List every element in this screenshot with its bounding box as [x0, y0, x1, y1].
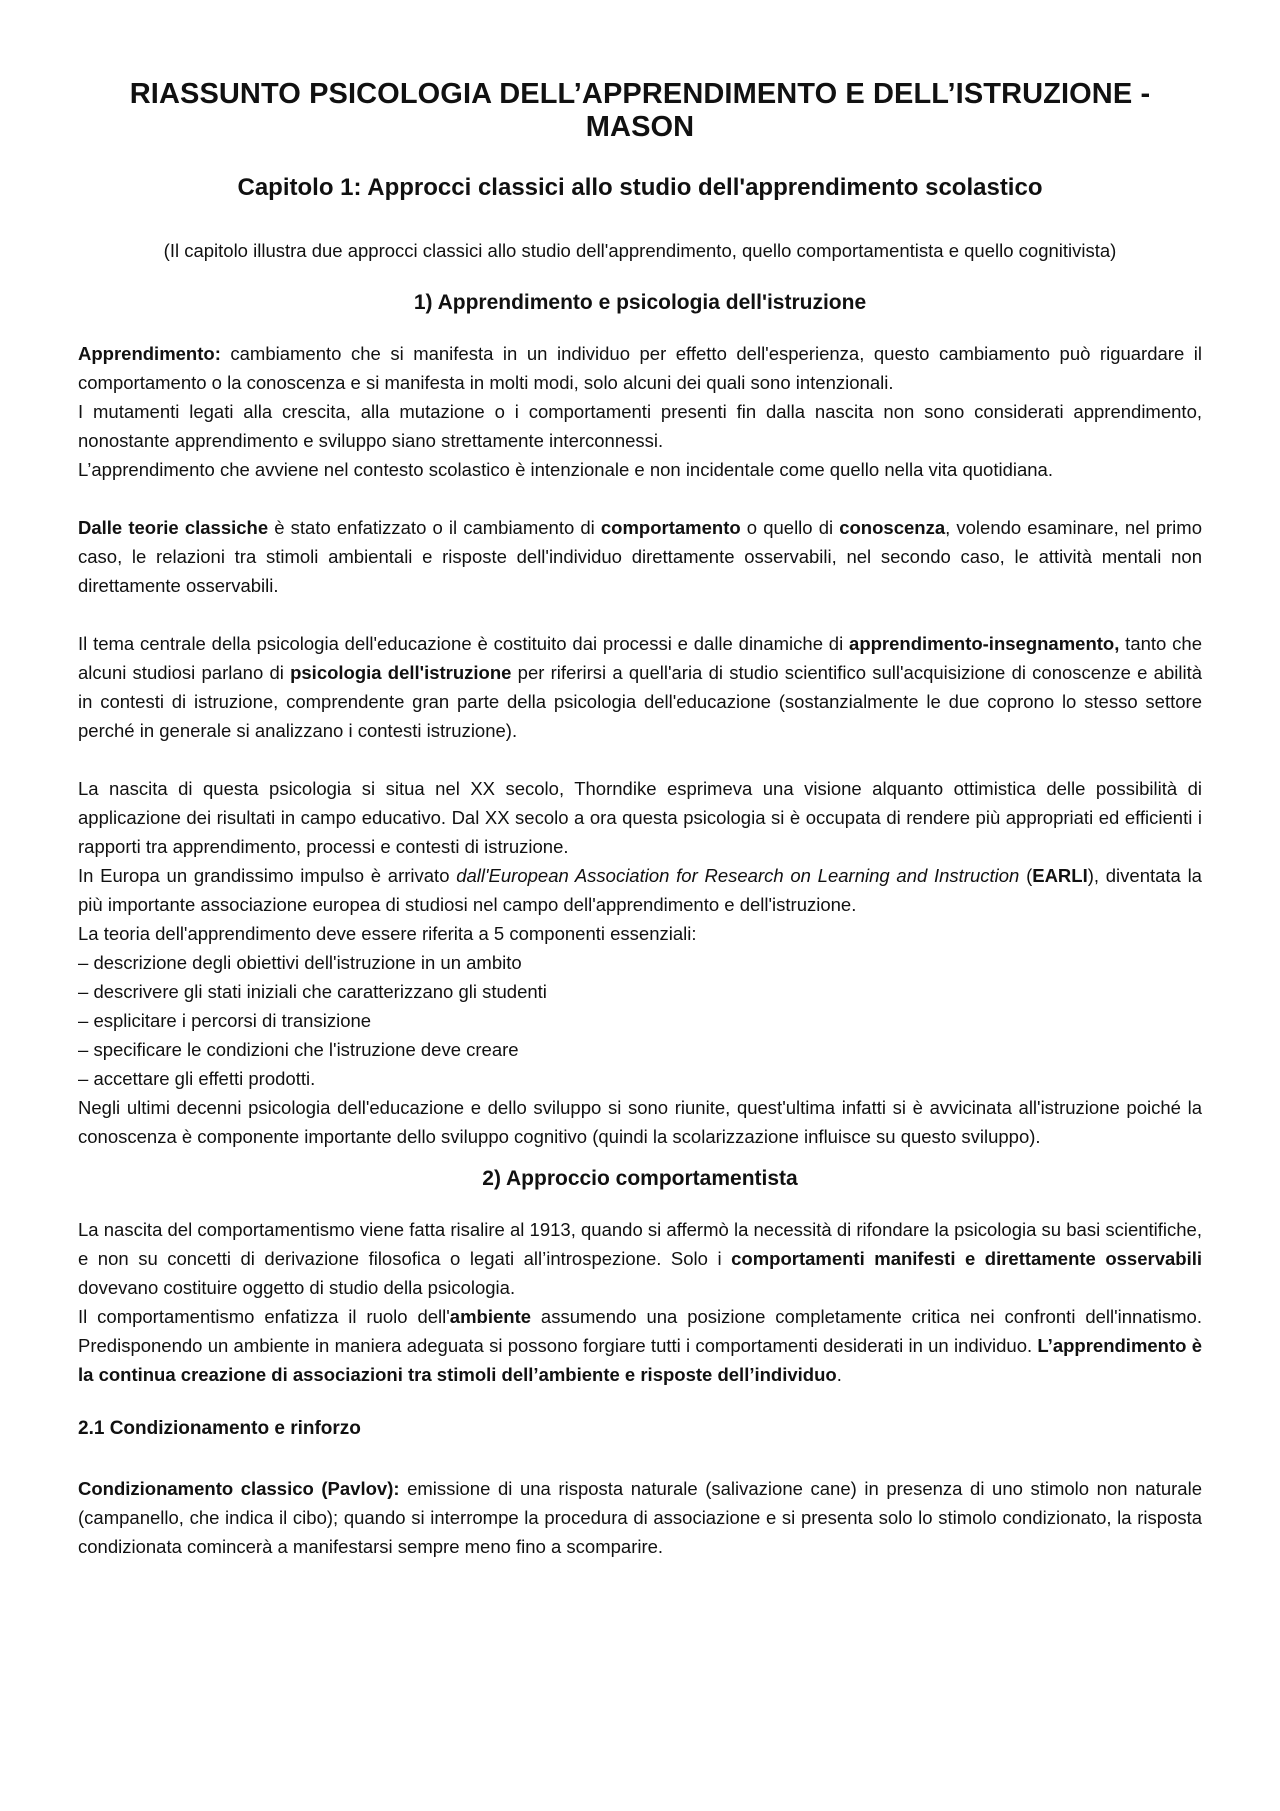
chapter-intro: (Il capitolo illustra due approcci classici allo studio dell'apprendimento, quello comportamentista e quello cognitivista) — [163, 240, 1117, 261]
subsection-heading: 2.1 Condizionamento e rinforzo — [78, 1418, 361, 1439]
list-item: – descrivere gli stati iniziali che caratterizzano gli studenti — [78, 977, 1202, 1006]
section-heading-2: 2) Approccio comportamentista — [482, 1167, 798, 1190]
paragraph: Condizionamento classico (Pavlov): emissione di una risposta naturale (salivazione cane) in presenza di uno stimolo non naturale (campanello, che indica il cibo); quando si interrompe la procedura di associazione e si presenta solo lo stimolo condizionato, la risposta condizionata comincerà a manifestarsi sempre meno fino a scomparire. — [78, 1478, 1202, 1557]
paragraph: In Europa un grandissimo impulso è arrivato dall'European Association for Research on Learning and Instruction (EARLI), diventata la più importante associazione europea di studiosi nel campo dell'apprendimento e dell'istruzione. — [78, 865, 1202, 915]
list-item: – esplicitare i percorsi di transizione — [78, 1006, 1202, 1035]
paragraph: Negli ultimi decenni psicologia dell'educazione e dello sviluppo si sono riunite, quest'ultima infatti si è avvicinata all'istruzione poiché la conoscenza è componente importante dello sviluppo cognitivo (quindi la scolarizzazione influisce su questo sviluppo). — [78, 1097, 1202, 1147]
document-title: RIASSUNTO PSICOLOGIA DELL’APPRENDIMENTO E DELL’ISTRUZIONE - MASON — [129, 78, 1151, 143]
paragraph: L’apprendimento che avviene nel contesto scolastico è intenzionale e non incidentale come quello nella vita quotidiana. — [78, 459, 1053, 480]
paragraph: I mutamenti legati alla crescita, alla mutazione o i comportamenti presenti fin dalla nascita non sono considerati apprendimento, nonostante apprendimento e sviluppo siano strettamente interconnessi. — [78, 401, 1202, 451]
list-item: – specificare le condizioni che l'istruzione deve creare — [78, 1035, 1202, 1064]
term-bold: Apprendimento: — [78, 343, 221, 364]
list-item: – descrizione degli obiettivi dell'istruzione in un ambito — [78, 948, 1202, 977]
paragraph: Il tema centrale della psicologia dell'educazione è costituito dai processi e dalle dinamiche di apprendimento-insegnamento, tanto che alcuni studiosi parlano di psicologia dell'istruzione per riferirsi a quell'aria di studio scientifico sull'acquisizione di conoscenze e abilità in contesti di istruzione, comprendente gran parte della psicologia dell'educazione (sostanzialmente le due coprono lo stesso settore perché in generale si analizzano i contesti istruzione). — [78, 633, 1202, 741]
list-item: – accettare gli effetti prodotti. — [78, 1064, 1202, 1093]
paragraph: La teoria dell'apprendimento deve essere riferita a 5 componenti essenziali: — [78, 923, 697, 944]
chapter-title: Capitolo 1: Approcci classici allo studio dell'apprendimento scolastico — [237, 174, 1043, 201]
paragraph: La nascita del comportamentismo viene fatta risalire al 1913, quando si affermò la necessità di rifondare la psicologia su basi scientifiche, e non su concetti di derivazione filosofica o legati all’introspezione. Solo i comportamenti manifesti e direttamente osservabili dovevano costituire oggetto di studio della psicologia. — [78, 1219, 1203, 1298]
components-list — [78, 948, 1202, 1093]
paragraph: Dalle teorie classiche è stato enfatizzato o il cambiamento di comportamento o quello di conoscenza, volendo esaminare, nel primo caso, le relazioni tra stimoli ambientali e risposte dell'individuo direttamente osservabili, nel secondo caso, le attività mentali non direttamente osservabili. — [78, 517, 1202, 596]
paragraph: Il comportamentismo enfatizza il ruolo dell'ambiente assumendo una posizione completamente critica nei confronti dell'innatismo. Predisponendo un ambiente in maniera adeguata si possono forgiare tutti i comportamenti desiderati in un individuo. L’apprendimento è la continua creazione di associazioni tra stimoli dell’ambiente e risposte dell’individuo. — [78, 1306, 1202, 1385]
paragraph: Apprendimento: cambiamento che si manifesta in un individuo per effetto dell'esperienza, questo cambiamento può riguardare il comportamento o la conoscenza e si manifesta in molti modi, solo alcuni dei quali sono intenzionali. — [78, 343, 1202, 393]
paragraph: La nascita di questa psicologia si situa nel XX secolo, Thorndike esprimeva una visione alquanto ottimistica delle possibilità di applicazione dei risultati in campo educativo. Dal XX secolo a ora questa psicologia si è occupata di rendere più appropriati ed efficienti i rapporti tra apprendimento, processi e contesti di istruzione. — [78, 778, 1202, 857]
section-heading-1: 1) Apprendimento e psicologia dell'istruzione — [413, 291, 867, 314]
